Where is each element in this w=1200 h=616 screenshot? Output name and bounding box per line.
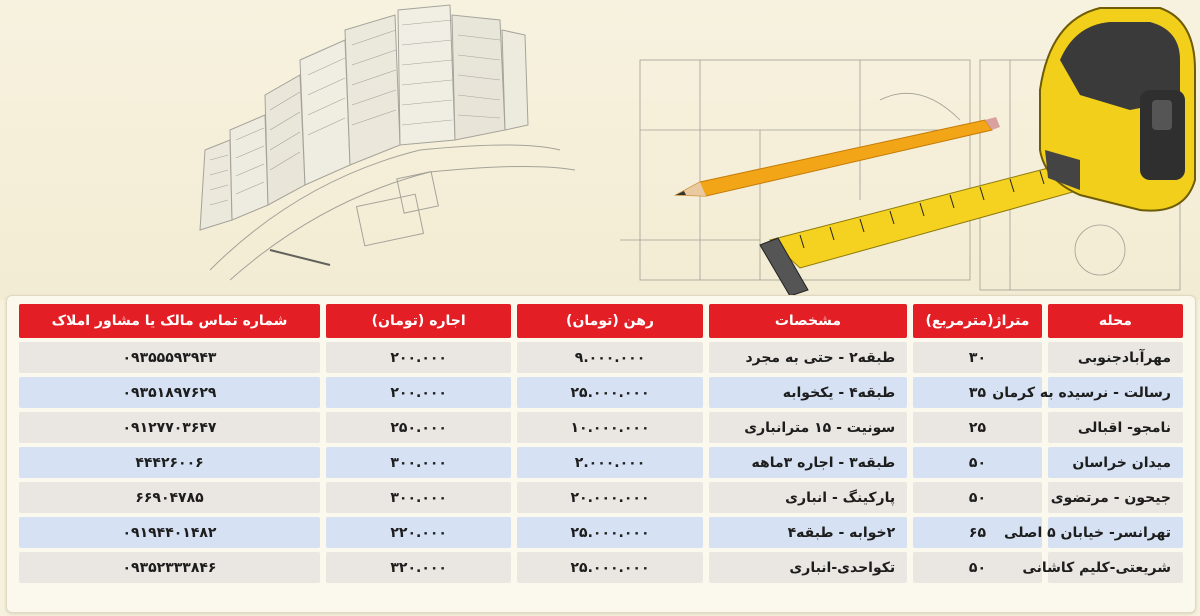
cell-contact: ۰۹۳۵۱۸۹۷۶۲۹ <box>19 377 320 408</box>
cell-rent: ۳۰۰.۰۰۰ <box>326 482 511 513</box>
table-row <box>19 447 1183 478</box>
cell-rent: ۲۰۰.۰۰۰ <box>326 377 511 408</box>
cell-rent: ۲۰۰.۰۰۰ <box>326 342 511 373</box>
cell-specs: ۲خوابه - طبقه۴ <box>709 517 907 548</box>
cell-deposit: ۲۵.۰۰۰.۰۰۰ <box>517 552 702 583</box>
cell-deposit: ۱۰.۰۰۰.۰۰۰ <box>517 412 702 443</box>
cell-specs: سونیت - ۱۵ مترانباری <box>709 412 907 443</box>
table-row <box>19 342 1183 373</box>
cell-size: ۵۰ <box>913 447 1042 478</box>
table-row <box>19 552 1183 583</box>
cell-specs: طبقه۳ - اجاره ۳ماهه <box>709 447 907 478</box>
cell-specs: پارکینگ - انباری <box>709 482 907 513</box>
cell-deposit: ۲۵.۰۰۰.۰۰۰ <box>517 377 702 408</box>
rental-listings-table <box>13 300 1189 587</box>
column-header-size: متراژ(مترمربع) <box>913 304 1042 338</box>
cell-deposit: ۹.۰۰۰.۰۰۰ <box>517 342 702 373</box>
table-row <box>19 377 1183 408</box>
cell-rent: ۲۵۰.۰۰۰ <box>326 412 511 443</box>
building-sketch-image <box>200 5 575 280</box>
cell-rent: ۳۲۰.۰۰۰ <box>326 552 511 583</box>
column-header-contact: شماره تماس مالک یا مشاور املاک <box>19 304 320 338</box>
pencil-image <box>676 117 1000 196</box>
cell-rent: ۳۰۰.۰۰۰ <box>326 447 511 478</box>
table-row <box>19 517 1183 548</box>
rental-listings-panel <box>6 295 1196 613</box>
column-header-specs: مشخصات <box>709 304 907 338</box>
cell-deposit: ۲.۰۰۰.۰۰۰ <box>517 447 702 478</box>
cell-size: ۲۵ <box>913 412 1042 443</box>
table-row <box>19 482 1183 513</box>
cell-contact: ۰۹۳۵۵۵۹۳۹۴۳ <box>19 342 320 373</box>
cell-area: میدان خراسان <box>1048 447 1183 478</box>
cell-area: نامجو- اقبالی <box>1048 412 1183 443</box>
cell-area: شریعتی-کلیم کاشانی <box>1048 552 1183 583</box>
table-header-row <box>19 304 1183 338</box>
cell-area: رسالت - نرسیده به کرمان <box>1048 377 1183 408</box>
cell-specs: طبقه۲ - حتی به مجرد <box>709 342 907 373</box>
cell-contact: ۶۶۹۰۴۷۸۵ <box>19 482 320 513</box>
cell-deposit: ۲۰.۰۰۰.۰۰۰ <box>517 482 702 513</box>
cell-size: ۶۵ <box>913 517 1042 548</box>
table-row <box>19 412 1183 443</box>
cell-rent: ۲۲۰.۰۰۰ <box>326 517 511 548</box>
header-illustration <box>0 0 1200 300</box>
cell-area: جیحون - مرتضوی <box>1048 482 1183 513</box>
blueprint-illustration <box>0 0 1200 300</box>
cell-size: ۵۰ <box>913 482 1042 513</box>
cell-area: مهرآبادجنوبی <box>1048 342 1183 373</box>
cell-contact: ۰۹۳۵۲۳۳۳۸۴۶ <box>19 552 320 583</box>
tape-measure-blade <box>760 165 1080 296</box>
cell-contact: ۰۹۱۹۴۴۰۱۴۸۲ <box>19 517 320 548</box>
column-header-rent: اجاره (تومان) <box>326 304 511 338</box>
cell-specs: طبقه۴ - یکخوابه <box>709 377 907 408</box>
cell-size: ۳۵ <box>913 377 1042 408</box>
cell-size: ۵۰ <box>913 552 1042 583</box>
tape-measure-case <box>1040 8 1195 211</box>
cell-specs: تکواحدی-انباری <box>709 552 907 583</box>
cell-contact: ۰۹۱۲۷۷۰۳۶۴۷ <box>19 412 320 443</box>
cell-size: ۳۰ <box>913 342 1042 373</box>
cell-area: تهرانسر- خیابان ۵ اصلی <box>1048 517 1183 548</box>
cell-contact: ۴۴۴۲۶۰۰۶ <box>19 447 320 478</box>
column-header-area: محله <box>1048 304 1183 338</box>
cell-deposit: ۲۵.۰۰۰.۰۰۰ <box>517 517 702 548</box>
column-header-deposit: رهن (تومان) <box>517 304 702 338</box>
